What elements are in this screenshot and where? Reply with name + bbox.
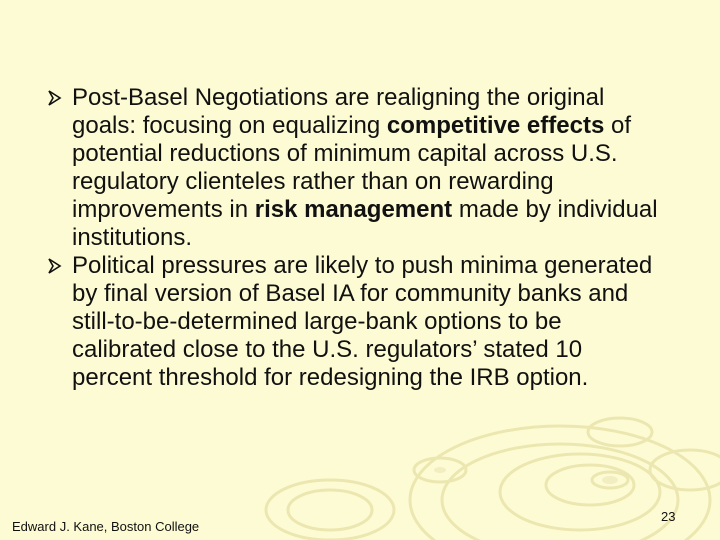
bullet-list [58, 84, 668, 392]
page-number: 23 [661, 509, 676, 524]
arrowhead-bullet-icon [47, 89, 63, 107]
arrowhead-bullet-icon [47, 257, 63, 275]
bullet-bold-text: risk management [254, 196, 453, 223]
bullet-item [58, 84, 668, 252]
footer-author: Edward J. Kane, Boston College [12, 519, 200, 534]
bullet-text: Post-Basel Negotiations are realigning the original goals: focusing on equalizing [72, 84, 605, 139]
bullet-item [58, 252, 668, 392]
bullet-text: made by individual institutions. [72, 196, 658, 251]
bullet-text: Political pressures are likely to push minima generated by final version of Basel IA for community banks and still-to-be-determined large-bank options to be calibrated close to the U.S. regulators’ stated 10 percent threshold for redesigning the IRB option. [72, 252, 653, 391]
bullet-bold-text: competitive effects [386, 112, 605, 139]
bullet-text: of potential reductions of minimum capital across U.S. regulatory clienteles rather than on rewarding improvements in [72, 112, 631, 223]
